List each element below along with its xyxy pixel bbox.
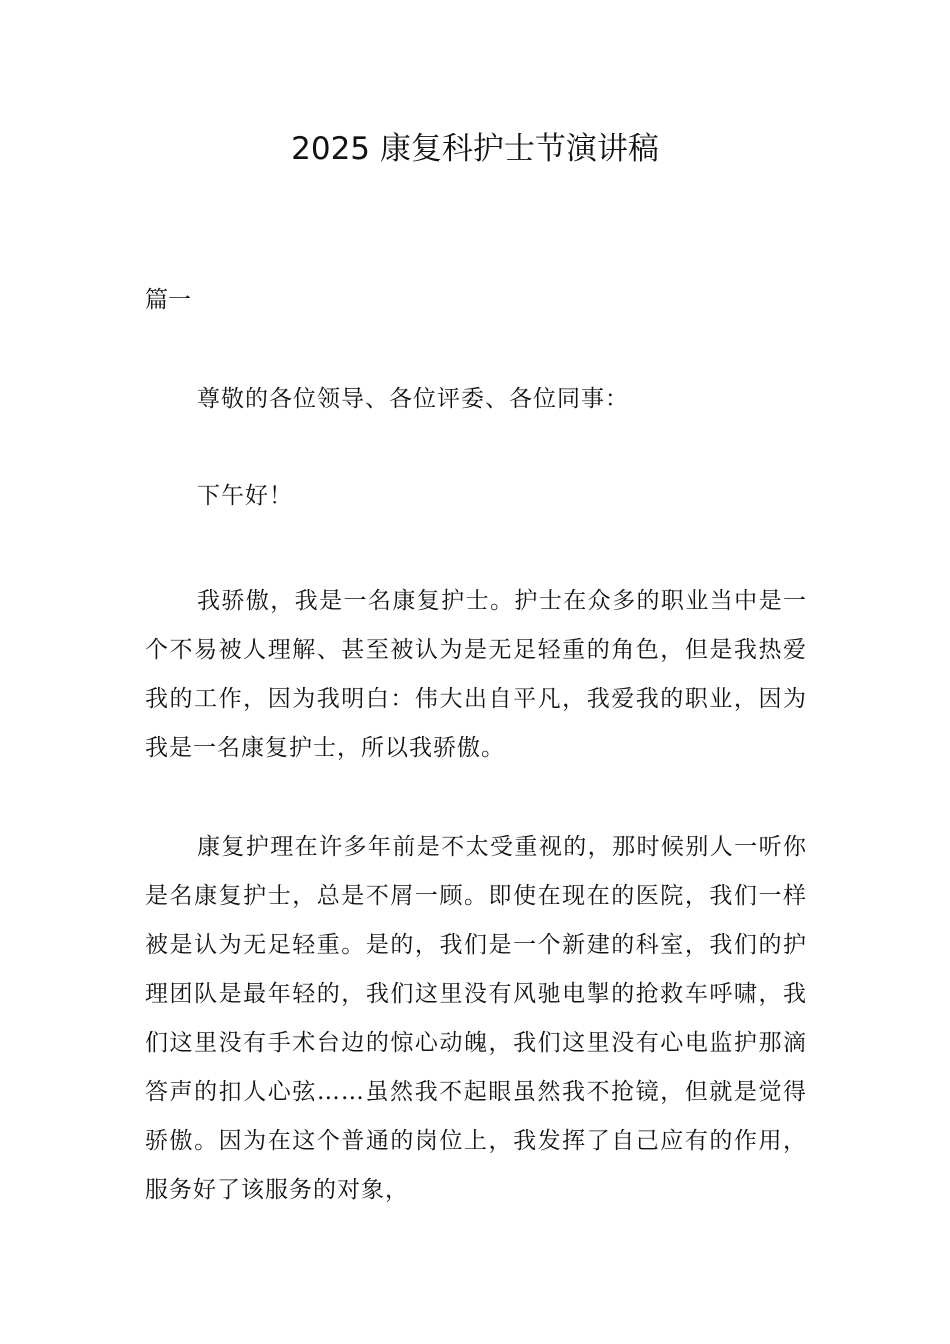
section-label: 篇一 (145, 287, 191, 313)
paragraph-body-1: 我骄傲，我是一名康复护士。护士在众多的职业当中是一个不易被人理解、甚至被认为是无足轻重的角色，但是我热爱我的工作，因为我明白：伟大出自平凡，我爱我的职业，因为我是一名康复护士，所以我骄傲。 (145, 588, 807, 761)
paragraph-body-2: 康复护理在许多年前是不太受重视的，那时候别人一听你是名康复护士，总是不屑一顾。即使在现在的医院，我们一样被是认为无足轻重。是的，我们是一个新建的科室，我们的护理团队是最年轻的，我们这里没有风驰电掣的抢救车呼啸，我们这里没有手术台边的惊心动魄，我们这里没有心电监护那滴答声的扣人心弦……虽然我不起眼虽然我不抢镜，但就是觉得骄傲。因为在这个普通的岗位上，我发挥了自己应有的作用，服务好了该服务的对象， (145, 834, 807, 1203)
paragraph-salutation: 尊敬的各位领导、各位评委、各位同事： (197, 386, 629, 412)
document-title: 2025 康复科护士节演讲稿 (291, 131, 659, 167)
paragraph-greeting: 下午好！ (197, 483, 293, 509)
